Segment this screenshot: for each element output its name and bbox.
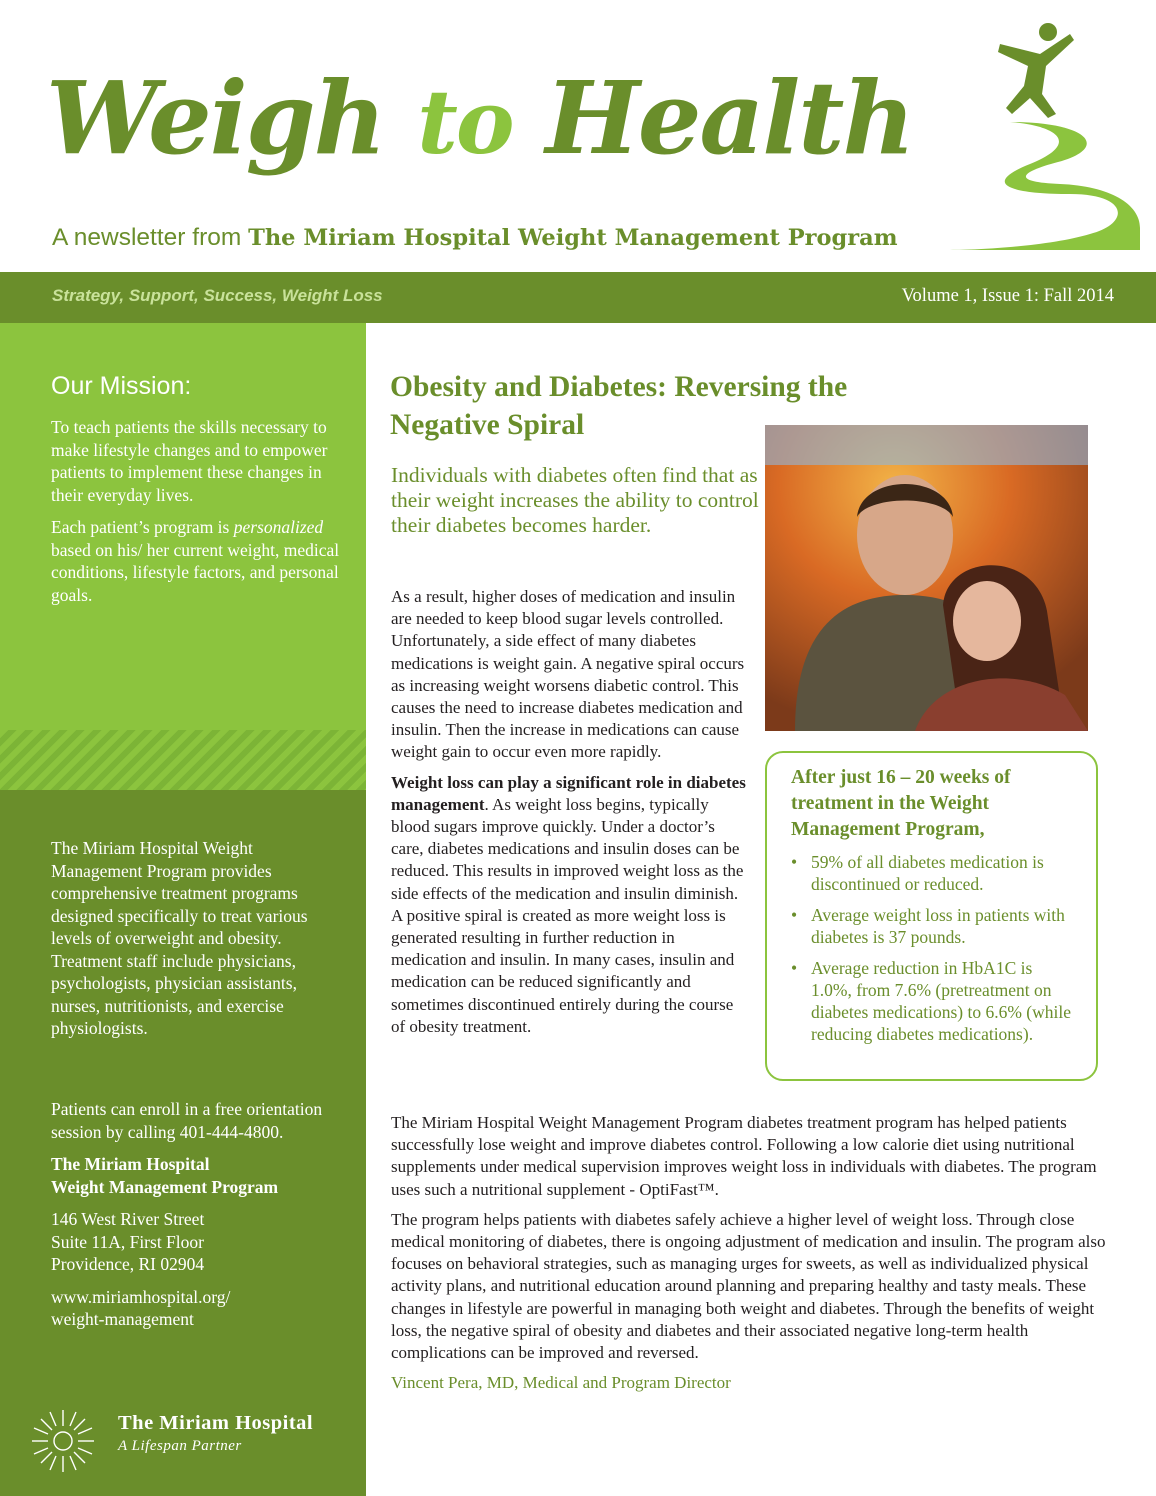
couple-photo (765, 425, 1088, 731)
title-weigh: Weigh (46, 59, 385, 177)
contact-block (51, 1098, 351, 1341)
tagline: Strategy, Support, Success, Weight Loss (52, 286, 383, 305)
article-body-wide (391, 1112, 1111, 1402)
hospital-logo-name: The Miriam Hospital (118, 1412, 314, 1434)
newsletter-subtitle (52, 224, 898, 252)
callout-list (791, 851, 1074, 1045)
winding-path-figure-icon (940, 14, 1140, 254)
address: 146 West River Street Suite 11A, First Floor Providence, RI 02904 (51, 1209, 205, 1274)
subtitle-org: The Miriam Hospital Weight Management Program (248, 225, 898, 251)
author-signature: Vincent Pera, MD, Medical and Program Director (391, 1373, 731, 1393)
article-body-column (391, 586, 751, 1046)
title-to: to (417, 70, 513, 174)
hospital-logo-partner: A Lifespan Partner (118, 1438, 242, 1454)
enroll-text: Patients can enroll in a free orientation session by calling 401-444-4800. (51, 1099, 323, 1142)
issue-volume: Volume 1, Issue 1: Fall 2014 (901, 286, 1114, 306)
mission-text: To teach patients the skills necessary to make lifestyle changes and to empower patients to implement these changes in their everyday lives. (51, 417, 328, 505)
subtitle-prefix: A newsletter from (52, 224, 249, 251)
callout-bullet: • Average reduction in HbA1C is 1.0%, from 7.6% (pretreatment on diabetes medications) to 6.6% (while reducing diabetes medications). (811, 957, 1074, 1045)
personalized-text: Each patient’s program is personalized based on his/ her current weight, medical conditions, lifestyle factors, and personal goals. (51, 517, 340, 605)
newsletter-title (46, 58, 913, 182)
callout-bullet: • Average weight loss in patients with diabetes is 37 pounds. (811, 904, 1074, 948)
mission-heading: Our Mission: (51, 372, 192, 400)
org-name: The Miriam Hospital Weight Management Program (51, 1154, 279, 1197)
mission-block (51, 416, 351, 616)
title-health: Health (545, 59, 914, 177)
callout-heading: After just 16 – 20 weeks of treatment in the Weight Management Program, (791, 767, 1011, 840)
website-link[interactable]: www.miriamhospital.org/ weight-management (51, 1286, 231, 1329)
sunburst-logo-icon (30, 1408, 96, 1474)
paragraph-1: As a result, higher doses of medication and insulin are needed to keep blood sugar levels controlled. Unfortunately, a side effect of many diabetes medications is weight gain. A negative spiral occurs as increasing weight worsens diabetic control. This causes the need to increase diabetes medication and insulin. Then the increase in medications can cause weight gain to occur even more rapidly. (391, 587, 745, 762)
results-callout (765, 751, 1098, 1081)
program-description: The Miriam Hospital Weight Management Program provides comprehensive treatment programs designed specifically to treat various levels of overweight and obesity. Treatment staff include physicians, psychologists, physician assistants, nurses, nutritionists, and exercise physiologists. (51, 838, 308, 1038)
article-deck: Individuals with diabetes often find that as their weight increases the ability to control their diabetes becomes harder. (391, 463, 759, 537)
callout-bullet: • 59% of all diabetes medication is discontinued or reduced. (811, 851, 1074, 895)
paragraph-3: The Miriam Hospital Weight Management Program diabetes treatment program has helped patients successfully lose weight and improve diabetes control. Following a low calorie diet using nutritional supplements under medical supervision improves weight loss in individuals with diabetes. The program uses such a nutritional supplement - OptiFast™. (391, 1113, 1097, 1199)
paragraph-4: The program helps patients with diabetes safely achieve a higher level of weight loss. Through close medical monitoring of diabetes, there is ongoing adjustment of medication and insulin. The program also focuses on behavioral strategies, such as managing urges for sweets, as well as individualized physical activity plans, and nutritional education around planning and preparing healthy and tasty meals. These changes in lifestyle are powerful in managing both weight and diabetes. Through the benefits of weight loss, the negative spiral of obesity and diabetes and their associated negative long-term health complications can be improved and reversed. (391, 1209, 1106, 1363)
sidebar-hatch-divider (0, 730, 366, 790)
article-title: Obesity and Diabetes: Reversing the Negative Spiral (390, 371, 848, 441)
paragraph-2: Weight loss can play a significant role in diabetes management. As weight loss begins, typically blood sugars improve quickly. Under a doctor’s care, diabetes medications and insulin doses can be reduced. This results in improved weight loss as the side effects of the medication and insulin diminish. A positive spiral is created as more weight loss is generated resulting in further reduction in medication and insulin. In many cases, insulin and medication can be reduced significantly and sometimes discontinued entirely during the course of obesity treatment. (391, 772, 746, 1036)
